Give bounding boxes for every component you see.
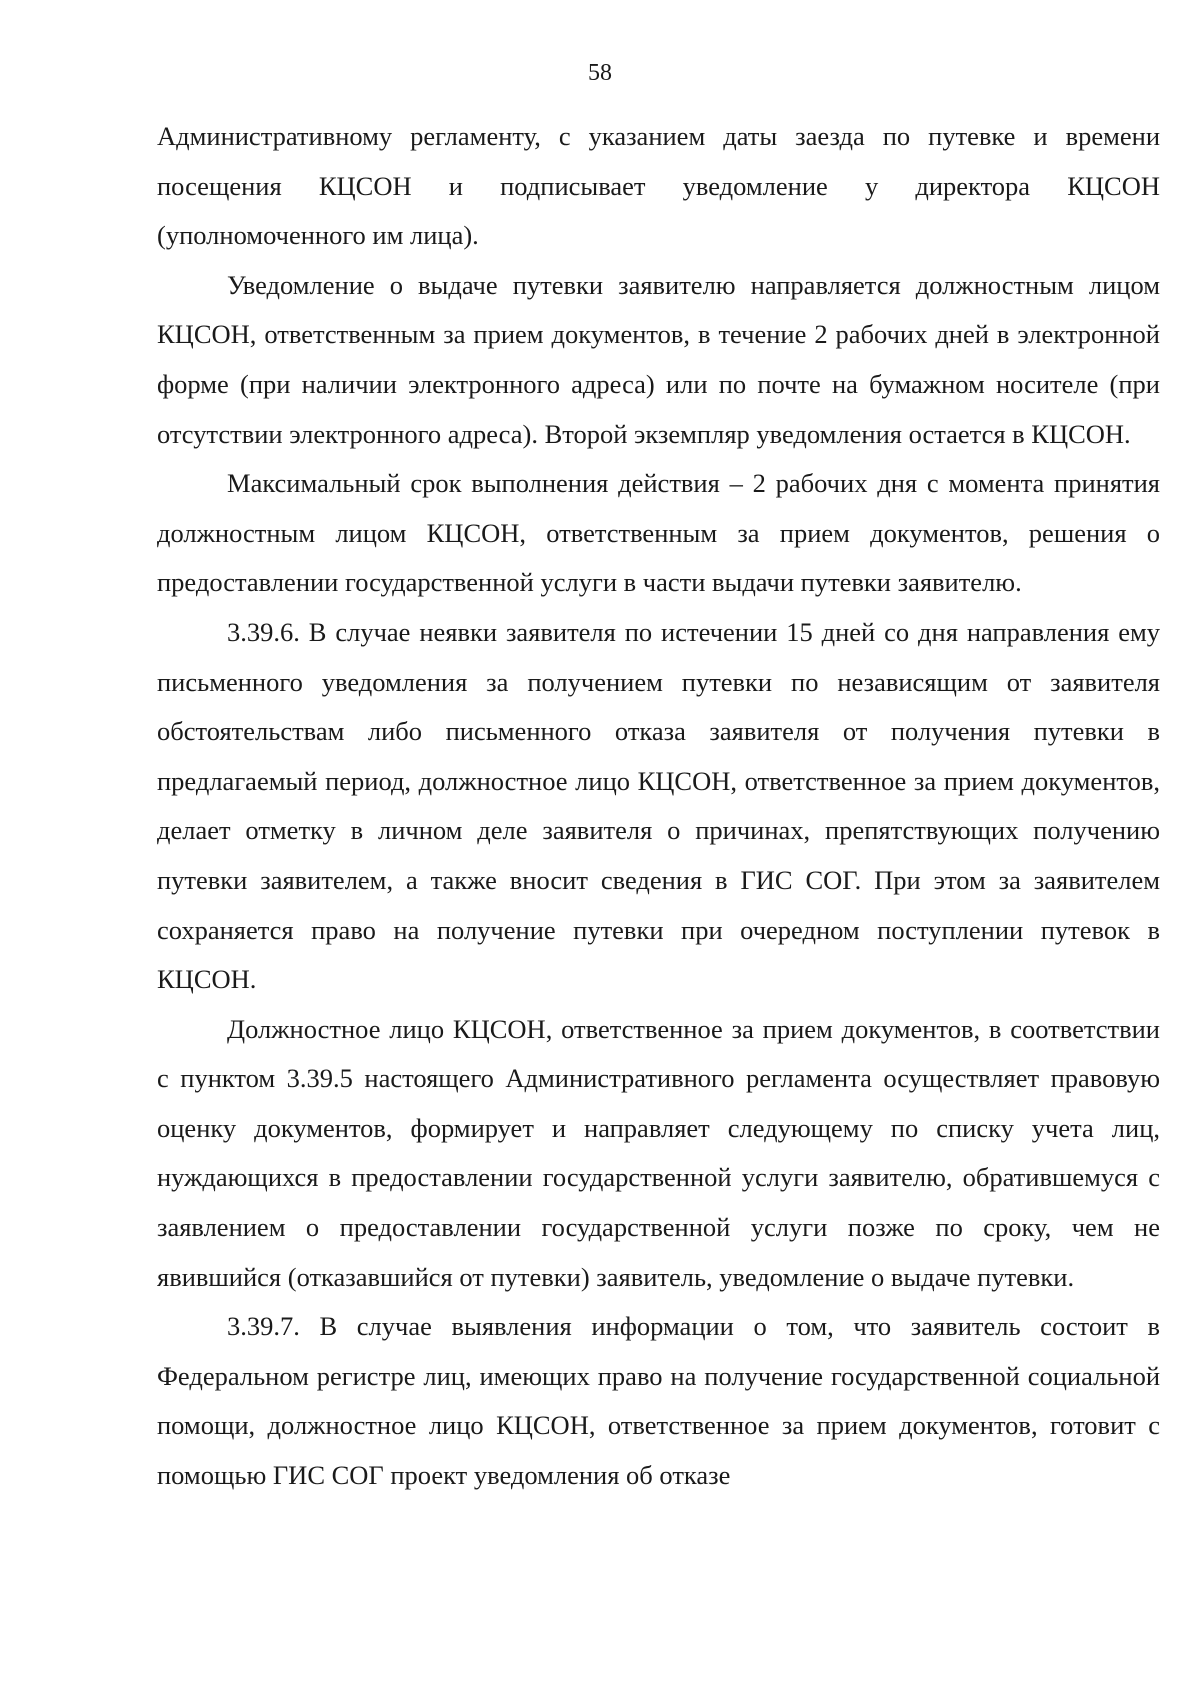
document-body <box>157 112 1160 1501</box>
paragraph-continuation: Административному регламенту, с указанием даты заезда по путевке и времени посещения КЦСОН и подписывает уведомление у директора КЦСОН (уполномоченного им лица). <box>157 121 1160 251</box>
paragraph-official-actions: Должностное лицо КЦСОН, ответственное за прием документов, в соответствии с пунктом 3.39.5 настоящего Административного регламента осуществляет правовую оценку документов, формирует и направляет следующему по списку учета лиц, нуждающихся в предоставлении государственной услуги заявителю, обратившемуся с заявлением о предоставлении государственной услуги позже по сроку, чем не явившийся (отказавшийся от путевки) заявитель, уведомление о выдаче путевки. <box>157 1013 1160 1292</box>
paragraph-3-39-6: 3.39.6. В случае неявки заявителя по истечении 15 дней со дня направления ему письменного уведомления за получением путевки по независящим от заявителя обстоятельствам либо письменного отказа заявителя от получения путевки в предлагаемый период, должностное лицо КЦСОН, ответственное за прием документов, делает отметку в личном деле заявителя о причинах, препятствующих получению путевки заявителем, а также вносит сведения в ГИС СОГ. При этом за заявителем сохраняется право на получение путевки при очередном поступлении путевок в КЦСОН. <box>157 616 1160 995</box>
paragraph-notification-sending: Уведомление о выдаче путевки заявителю направляется должностным лицом КЦСОН, ответственным за прием документов, в течение 2 рабочих дней в электронной форме (при наличии электронного адреса) или по почте на бумажном носителе (при отсутствии электронного адреса). Второй экземпляр уведомления остается в КЦСОН. <box>157 269 1160 449</box>
paragraph-max-term: Максимальный срок выполнения действия – 2 рабочих дня с момента принятия должностным лицом КЦСОН, ответственным за прием документов, решения о предоставлении государственной услуги в части выдачи путевки заявителю. <box>157 468 1160 598</box>
paragraph-3-39-7: 3.39.7. В случае выявления информации о том, что заявитель состоит в Федеральном регистре лиц, имеющих право на получение государственной социальной помощи, должностное лицо КЦСОН, ответственное за прием документов, готовит с помощью ГИС СОГ проект уведомления об отказе <box>157 1311 1160 1491</box>
page-number: 58 <box>588 60 612 86</box>
